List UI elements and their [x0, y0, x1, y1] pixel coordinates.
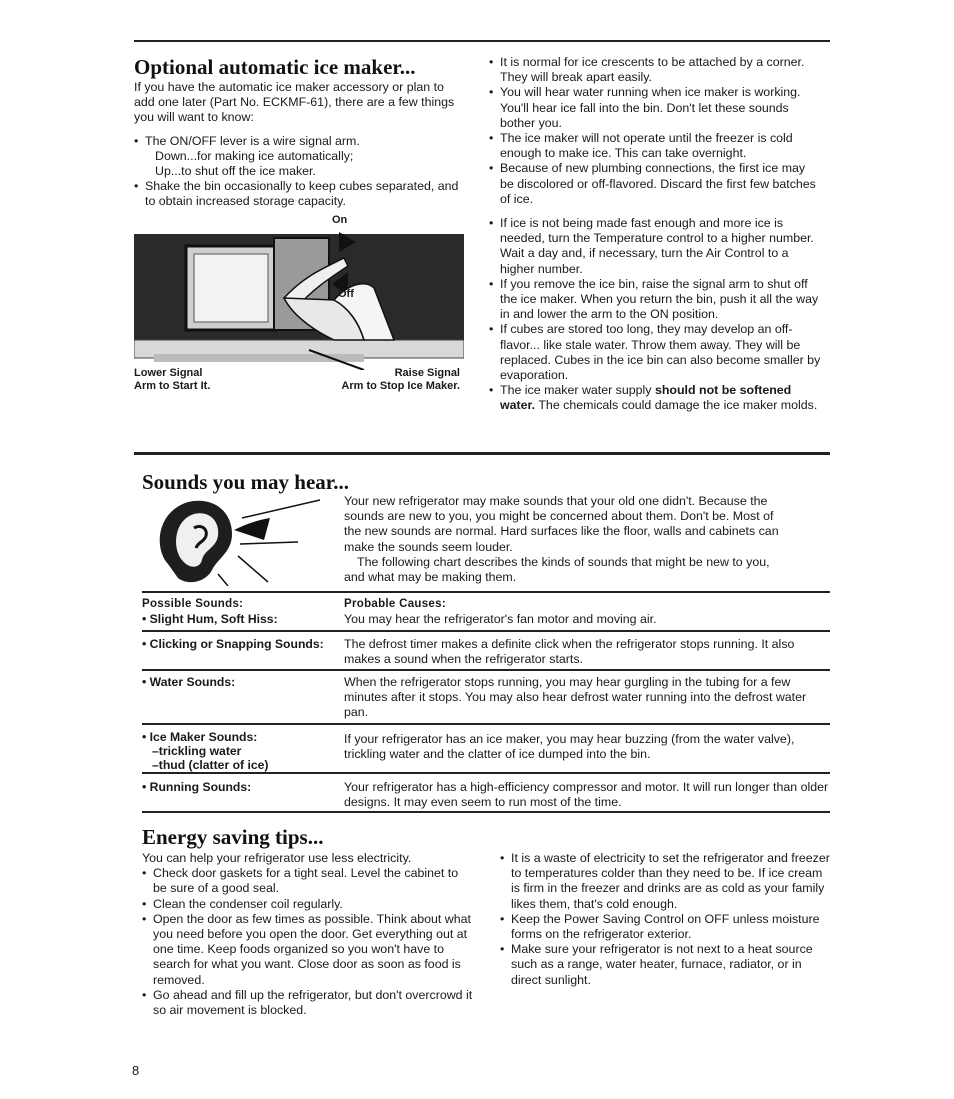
- energy-intro: You can help your refrigerator use less electricity.: [142, 851, 412, 865]
- energy-right-column: [500, 851, 830, 988]
- list-item: • The ice maker will not operate until the freezer is cold enough to make ice. This can take overnight.: [489, 131, 821, 161]
- label-on: On: [332, 214, 348, 226]
- ear-icon: [148, 494, 320, 586]
- list-item: • Because of new plumbing connections, the first ice may be discolored or off-flavored. Discard the first few batches of ice.: [489, 161, 821, 207]
- list-item: • If you remove the ice bin, raise the signal arm to shut off the ice maker. When you return the bin, push it all the way in and lower the arm to the ON position.: [489, 277, 821, 323]
- caption-lower-signal: Lower Signal Arm to Start It.: [134, 367, 211, 392]
- section-rule: [134, 452, 830, 455]
- list-item: • Go ahead and fill up the refrigerator, but don't overcrowd it so air movement is blocked.: [142, 988, 474, 1018]
- ice-maker-left-column: [134, 80, 462, 210]
- energy-left-list: [142, 866, 474, 1018]
- list-item: • If ice is not being made fast enough and more ice is needed, turn the Temperature control to a higher number. Wait a day and, if necessary, turn the Air Control to a higher number.: [489, 216, 821, 277]
- ice-maker-right-column: [489, 55, 821, 414]
- caption-raise-signal: Raise Signal Arm to Stop Ice Maker.: [341, 367, 460, 392]
- list-item: • It is a waste of electricity to set the refrigerator and freezer to temperatures colder than they need to be. If ice cream is firm in the freezer and drinks are as cold as your family likes them, that's cold enough.: [500, 851, 830, 912]
- energy-right-list: [500, 851, 830, 988]
- table-row: • Slight Hum, Soft Hiss: You may hear the refrigerator's fan motor and moving air.: [142, 612, 830, 632]
- sounds-intro-1: Your new refrigerator may make sounds that your old one didn't. Because the sounds are new to you, you might be concerned about them. Don't be. Most of the new sounds are normal. Hard surfaces like the floor, walls and cabinets can make the sounds seem louder.: [344, 494, 779, 554]
- list-item: • Shake the bin occasionally to keep cubes separated, and to obtain increased storage capacity.: [134, 179, 462, 209]
- list-item: • Open the door as few times as possible. Think about what you need before you open the door. Get everything out at one time. Keep foods organized so you won't have to search for what you want. Close door as soon as food is removed.: [142, 912, 474, 988]
- lever-down-text: Down...for making ice automatically;: [155, 148, 354, 163]
- head-probable-causes: Probable Causes:: [344, 598, 446, 610]
- list-item: • Make sure your refrigerator is not next to a heat source such as a range, water heater, furnace, radiator, or in direct sunlight.: [500, 942, 830, 988]
- list-item-softened-water: • The ice maker water supply should not be softened water. The chemicals could damage the ice maker molds.: [489, 383, 821, 413]
- chart-top-rule: [142, 591, 830, 593]
- head-possible-sounds: Possible Sounds:: [142, 598, 244, 610]
- page-number: 8: [132, 1063, 140, 1078]
- label-off: Off: [338, 288, 354, 300]
- list-item: • The ON/OFF lever is a wire signal arm.: [134, 134, 462, 149]
- ice-maker-left-list-2: [134, 179, 462, 209]
- table-row: • Running Sounds: Your refrigerator has a high-efficiency compressor and motor. It will run longer than older designs. It may even seem to run most of the time.: [142, 780, 830, 812]
- sounds-title: Sounds you may hear...: [142, 470, 349, 494]
- table-row: • Water Sounds: When the refrigerator stops running, you may hear gurgling in the tubing for a few minutes after it stops. You may also hear defrost water running into the defrost water pan.: [142, 675, 830, 727]
- energy-title: Energy saving tips...: [142, 825, 324, 849]
- table-row: • Ice Maker Sounds: –trickling water –thud (clatter of ice) If your refrigerator has an ice maker, you may hear buzzing (from the water valve), trickling water and the clatter of ice dumped into the bin.: [142, 730, 830, 780]
- lever-up-text: Up...to shut off the ice maker.: [155, 164, 316, 179]
- sounds-intro: [344, 494, 784, 585]
- ice-maker-illustration: [134, 228, 464, 370]
- sounds-intro-2: The following chart describes the kinds of sounds that might be new to you, and what may be making them.: [344, 554, 770, 585]
- top-rule: [134, 40, 830, 42]
- list-item: • Check door gaskets for a tight seal. Level the cabinet to be sure of a good seal.: [142, 866, 474, 896]
- ice-maker-right-list: [489, 55, 821, 414]
- list-item: • Keep the Power Saving Control on OFF unless moisture forms on the refrigerator exterior.: [500, 912, 830, 942]
- ice-maker-left-list: [134, 134, 462, 149]
- ice-maker-figure: [134, 212, 464, 387]
- list-item: • It is normal for ice crescents to be attached by a corner. They will break apart easily.: [489, 55, 821, 85]
- ice-maker-intro: If you have the automatic ice maker accessory or plan to add one later (Part No. ECKMF-61), there are a few things you will want to know:: [134, 80, 455, 125]
- ice-maker-title: Optional automatic ice maker...: [134, 55, 416, 79]
- energy-left-column: [142, 851, 474, 1018]
- list-item: • Clean the condenser coil regularly.: [142, 897, 474, 912]
- list-item: • If cubes are stored too long, they may develop an off-flavor... like stale water. Throw them away. They will be replaced. Cubes in the ice bin can also become smaller by evaporation.: [489, 322, 821, 383]
- table-row: • Clicking or Snapping Sounds: The defrost timer makes a definite click when the refrigerator stops running. It also makes a sound when the refrigerator starts.: [142, 637, 830, 671]
- list-item: • You will hear water running when ice maker is working. You'll hear ice fall into the bin. Don't let these sounds bother you.: [489, 85, 821, 131]
